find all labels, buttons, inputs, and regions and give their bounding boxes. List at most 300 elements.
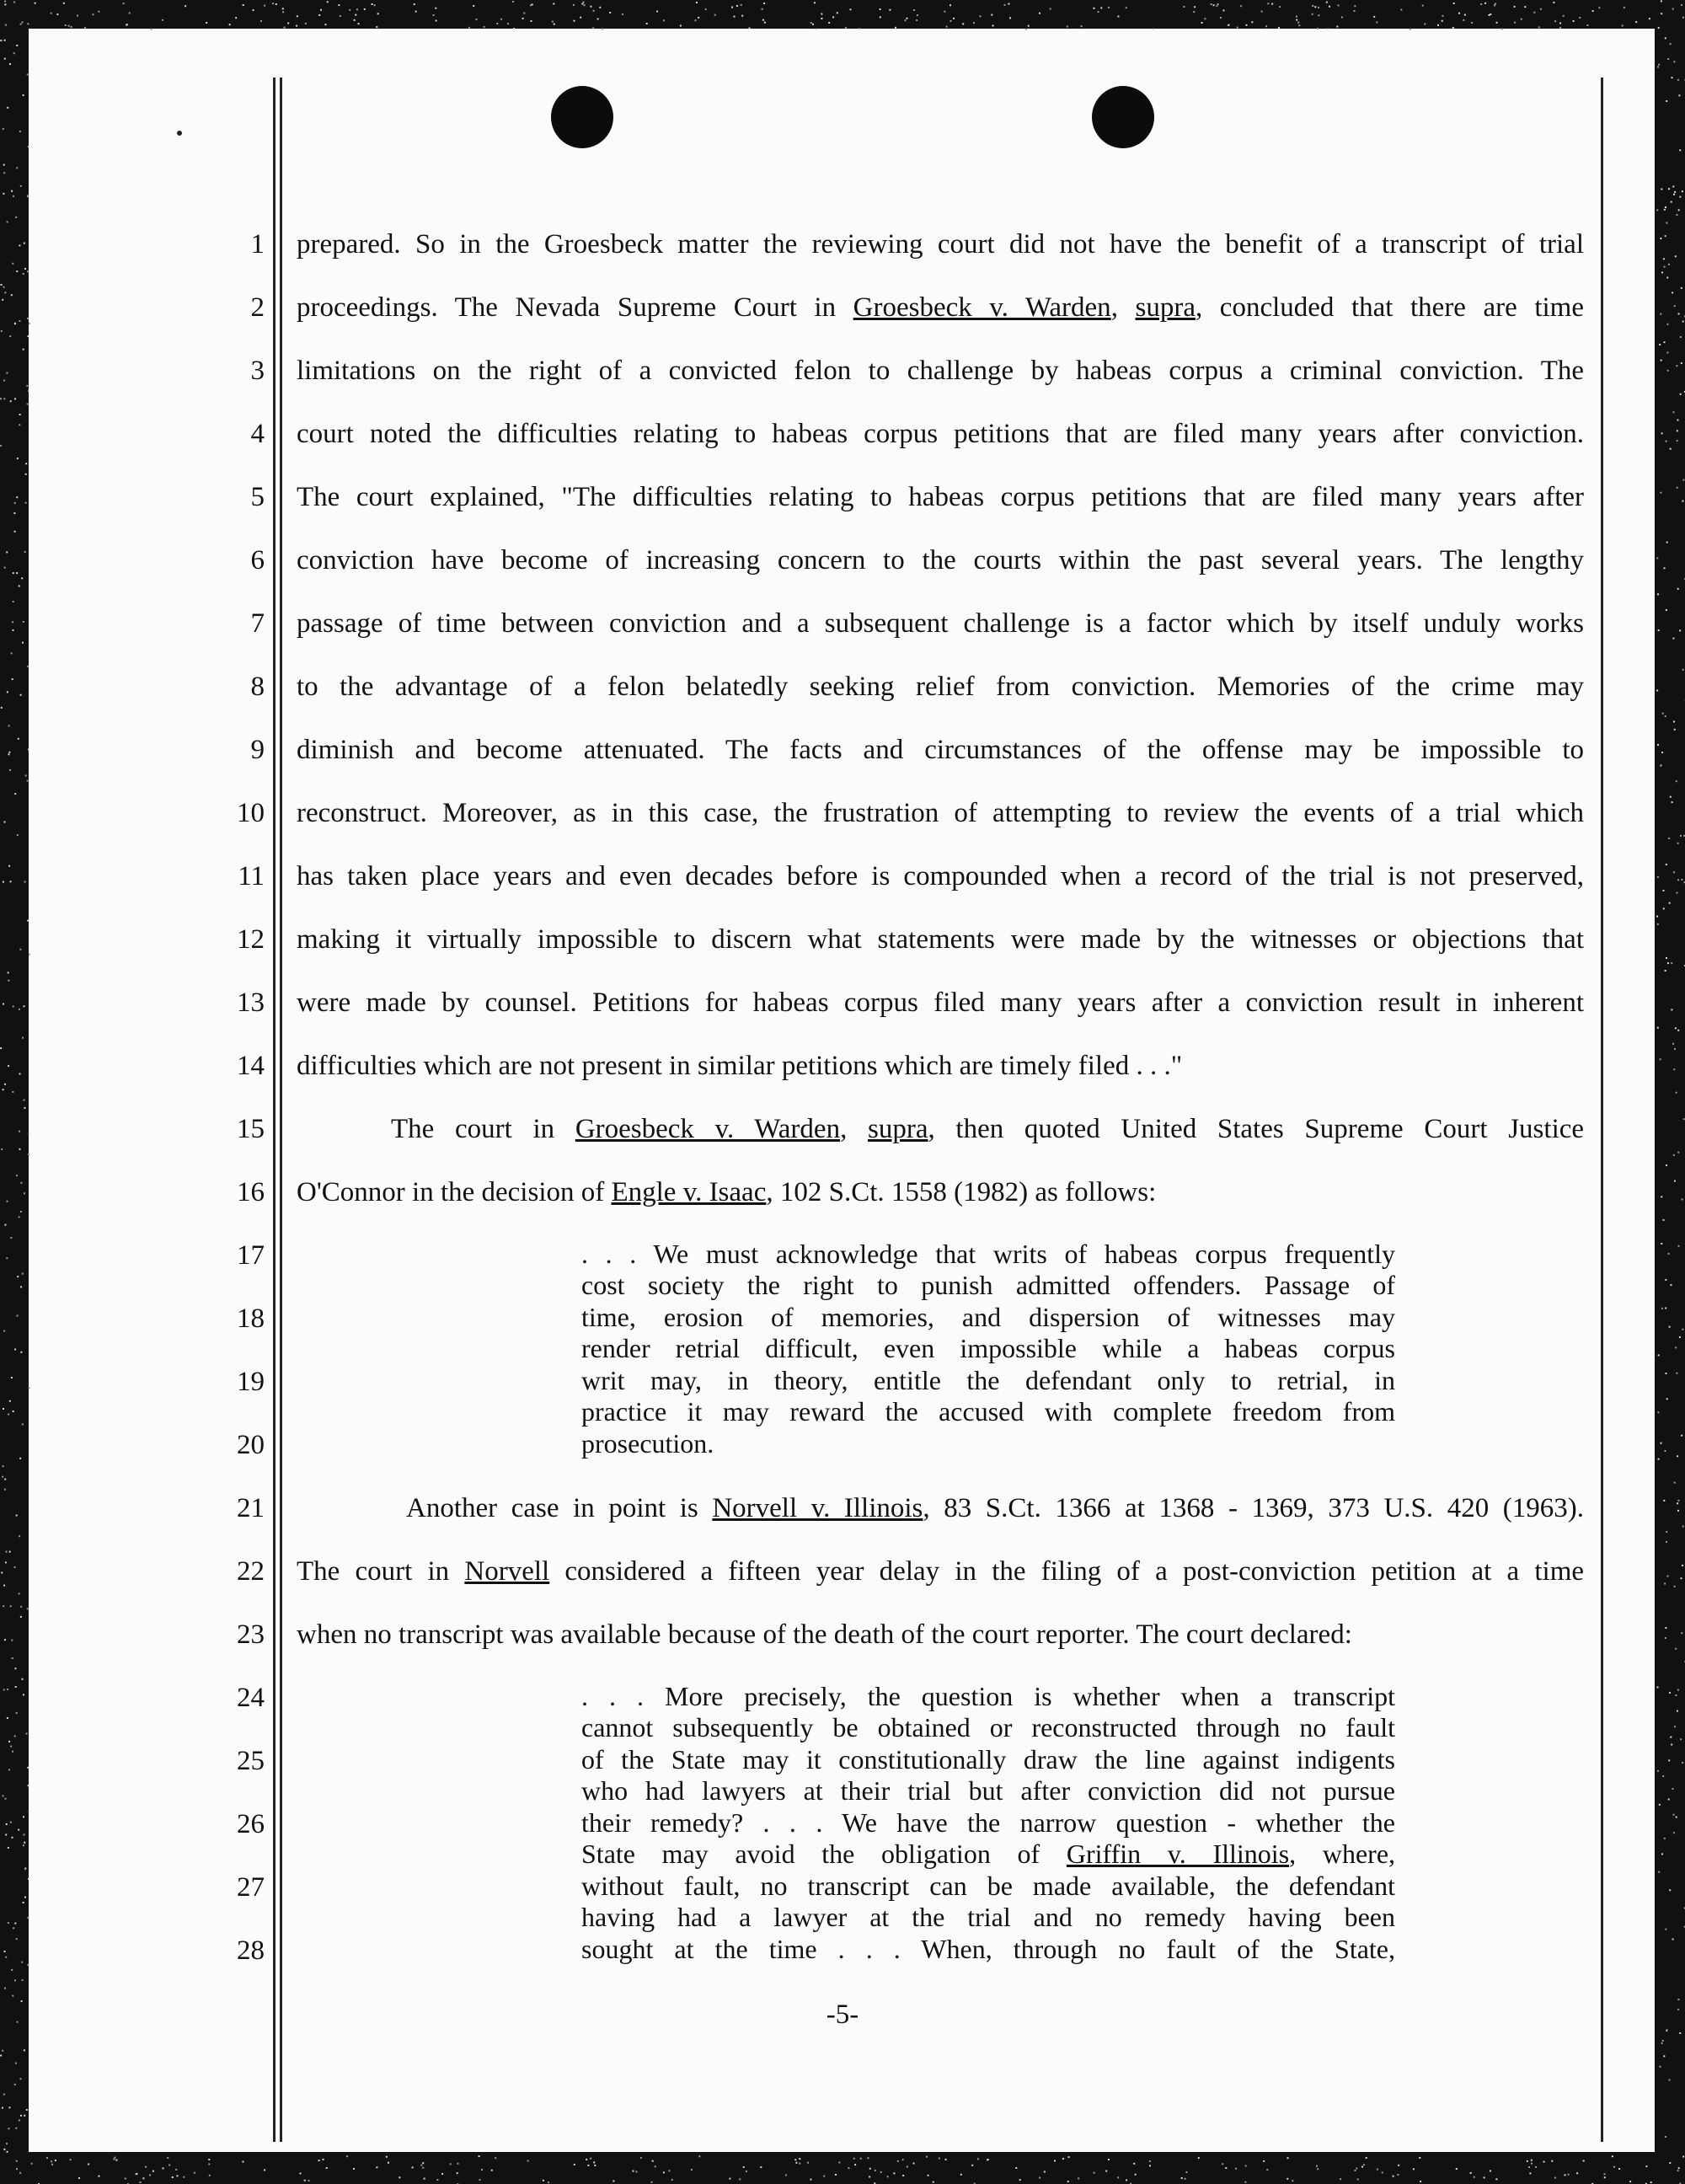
noise-speck (1674, 1180, 1676, 1182)
noise-speck (1004, 4, 1006, 6)
noise-speck (338, 4, 340, 6)
noise-speck (24, 2115, 25, 2117)
margin-rule-left-outer (273, 78, 275, 2142)
noise-speck (799, 2158, 800, 2160)
noise-speck (1674, 191, 1676, 193)
noise-speck (1673, 1068, 1675, 1070)
noise-speck (554, 24, 555, 25)
noise-speck (1424, 24, 1426, 25)
quote-line: without fault, no transcript can be made available, the defendant (581, 1871, 1395, 1901)
noise-speck (1039, 2177, 1040, 2179)
noise-speck (10, 400, 12, 402)
noise-speck (300, 2173, 302, 2175)
text-line (297, 1175, 1584, 1209)
noise-speck (1664, 567, 1666, 569)
noise-speck (19, 131, 21, 132)
noise-speck (1677, 1510, 1679, 1512)
noise-speck (1658, 1354, 1660, 1356)
noise-speck (18, 738, 19, 740)
noise-speck (136, 2173, 137, 2175)
noise-speck (20, 1606, 22, 1608)
noise-speck (8, 1414, 9, 1416)
noise-speck (1657, 876, 1659, 878)
noise-speck (1661, 1443, 1662, 1444)
noise-speck (19, 1009, 20, 1010)
noise-speck (1663, 2055, 1665, 2057)
noise-speck (1664, 209, 1666, 211)
noise-speck (973, 22, 975, 24)
noise-speck (1287, 2157, 1289, 2159)
noise-speck (1671, 1009, 1672, 1010)
noise-speck (574, 2164, 575, 2165)
noise-speck (1554, 20, 1556, 22)
noise-speck (14, 1979, 16, 1981)
noise-speck (1665, 1627, 1666, 1629)
noise-speck (1186, 2171, 1188, 2173)
noise-speck (1453, 3, 1455, 4)
noise-speck (1217, 3, 1219, 5)
noise-speck (484, 26, 485, 28)
line-number: 3 (250, 356, 265, 386)
noise-speck (1181, 2177, 1183, 2179)
line-number: 17 (237, 1240, 265, 1271)
noise-speck (5, 1561, 7, 1563)
noise-speck (1668, 264, 1670, 265)
noise-speck (1484, 3, 1486, 4)
noise-speck (1677, 843, 1679, 844)
noise-speck (142, 2177, 144, 2179)
noise-speck (4, 1224, 6, 1226)
noise-speck (1672, 185, 1674, 187)
noise-speck (1670, 448, 1672, 450)
noise-speck (1094, 8, 1095, 9)
noise-speck (376, 26, 377, 28)
noise-speck (838, 2162, 840, 2164)
noise-speck (1223, 9, 1225, 11)
noise-speck (8, 1741, 10, 1742)
noise-speck (695, 19, 697, 21)
noise-speck (1670, 43, 1672, 45)
noise-speck (1677, 1999, 1679, 2000)
noise-speck (22, 1037, 24, 1039)
noise-speck (1682, 500, 1683, 502)
noise-speck (243, 4, 244, 6)
noise-speck (916, 19, 917, 21)
noise-speck (889, 9, 891, 11)
noise-speck (1496, 22, 1498, 24)
noise-speck (68, 25, 70, 27)
noise-speck (743, 2166, 745, 2168)
noise-speck (500, 19, 502, 20)
noise-speck (1677, 79, 1679, 81)
noise-speck (705, 8, 707, 10)
noise-speck (1682, 321, 1684, 323)
noise-speck (16, 1938, 18, 1940)
noise-speck (19, 414, 21, 415)
noise-speck (8, 1769, 10, 1770)
noise-speck (0, 40, 2, 41)
noise-speck (1015, 2167, 1017, 2169)
noise-speck (14, 1349, 16, 1351)
case-citation: Engle v. Isaac (611, 1177, 767, 1207)
noise-speck (304, 2180, 306, 2181)
noise-speck (1265, 25, 1267, 27)
noise-speck (1665, 2136, 1666, 2138)
noise-speck (4, 292, 6, 293)
noise-speck (20, 2115, 22, 2117)
noise-speck (853, 2158, 855, 2160)
noise-speck (3, 1330, 5, 1332)
noise-speck (698, 17, 699, 19)
noise-speck (1671, 962, 1672, 964)
text-line: conviction have become of increasing concern to the courts within the past several years. The lengthy (297, 545, 1584, 575)
noise-speck (1635, 21, 1637, 23)
noise-speck (1244, 2181, 1246, 2183)
noise-speck (1068, 2156, 1070, 2158)
line-number: 15 (237, 1114, 265, 1144)
quote-line: . . . We must acknowledge that writs of habeas corpus frequently (581, 1239, 1395, 1269)
noise-speck (15, 1686, 17, 1688)
noise-speck (543, 2180, 544, 2181)
noise-speck (1661, 2042, 1663, 2044)
punch-hole-right (1092, 86, 1154, 148)
noise-speck (479, 2179, 481, 2181)
noise-speck (868, 2157, 869, 2159)
noise-speck (6, 1257, 8, 1259)
noise-speck (1682, 2156, 1684, 2158)
text-line: to the advantage of a felon belatedly seeking relief from conviction. Memories of the crime may (297, 672, 1584, 702)
margin-rule-left-inner (280, 78, 282, 2142)
noise-speck (13, 1927, 14, 1929)
noise-speck (1676, 1817, 1677, 1818)
noise-speck (25, 463, 27, 464)
noise-speck (21, 577, 23, 579)
noise-speck (1338, 4, 1340, 6)
noise-speck (902, 2175, 904, 2176)
noise-speck (1666, 1373, 1667, 1374)
noise-speck (20, 1286, 22, 1287)
noise-speck (1662, 1775, 1664, 1777)
noise-speck (848, 2167, 849, 2169)
noise-speck (1677, 2009, 1679, 2010)
noise-speck (23, 1902, 24, 1903)
noise-speck (1668, 1253, 1670, 1255)
text-segment: , where, (1289, 1839, 1396, 1869)
noise-speck (1666, 1541, 1667, 1543)
noise-speck (794, 2159, 796, 2160)
noise-speck (1354, 2170, 1356, 2171)
noise-speck (55, 2160, 56, 2161)
noise-speck (1657, 923, 1659, 925)
noise-speck (24, 1100, 25, 1101)
noise-speck (1612, 2155, 1613, 2157)
noise-speck (1521, 19, 1522, 20)
noise-speck (651, 2181, 653, 2183)
noise-speck (13, 572, 14, 574)
noise-speck (1354, 10, 1356, 12)
noise-speck (1657, 1687, 1659, 1689)
text-segment: O'Connor in the decision of (297, 1177, 612, 1207)
noise-speck (14, 323, 16, 324)
noise-speck (1662, 2040, 1664, 2042)
noise-speck (1553, 2, 1554, 3)
noise-speck (1665, 1450, 1666, 1452)
noise-speck (1592, 10, 1594, 12)
noise-speck (19, 424, 20, 426)
noise-speck (2, 299, 3, 301)
noise-speck (580, 17, 581, 19)
noise-speck (593, 10, 595, 12)
noise-speck (16, 1712, 18, 1714)
noise-speck (14, 323, 16, 324)
noise-speck (12, 1657, 13, 1659)
noise-speck (1663, 258, 1665, 260)
noise-speck (1675, 1648, 1677, 1650)
noise-speck (31, 2163, 33, 2165)
quote-line: . . . More precisely, the question is whether when a transcript (581, 1681, 1395, 1711)
noise-speck (386, 2156, 388, 2158)
noise-speck (8, 1922, 9, 1924)
noise-speck (24, 1833, 25, 1835)
noise-speck (1682, 1329, 1683, 1330)
noise-speck (1622, 25, 1623, 27)
noise-speck (1668, 188, 1670, 190)
noise-speck (22, 1979, 24, 1981)
noise-speck (123, 3, 125, 4)
noise-speck (3, 1004, 4, 1005)
noise-speck (3, 1605, 4, 1607)
noise-speck (1540, 8, 1542, 10)
noise-speck (0, 398, 2, 399)
noise-speck (1326, 2, 1328, 3)
noise-speck (1246, 24, 1248, 26)
noise-speck (1677, 1030, 1679, 1031)
noise-speck (1666, 222, 1667, 224)
noise-speck (980, 15, 982, 17)
noise-speck (17, 1315, 19, 1317)
noise-speck (22, 1678, 24, 1680)
noise-speck (1677, 2170, 1679, 2171)
noise-speck (1682, 190, 1683, 192)
noise-speck (1681, 1577, 1682, 1579)
noise-speck (12, 1091, 13, 1093)
noise-speck (1329, 6, 1330, 8)
noise-speck (1673, 721, 1675, 723)
noise-speck (3, 1689, 5, 1690)
noise-speck (1312, 5, 1313, 7)
noise-speck (691, 2169, 693, 2171)
noise-speck (1117, 2176, 1119, 2178)
noise-speck (1039, 13, 1040, 14)
noise-speck (14, 502, 16, 504)
line-number: 19 (237, 1367, 265, 1397)
noise-speck (7, 107, 8, 109)
noise-speck (1133, 2163, 1135, 2165)
text-line (297, 291, 1584, 324)
noise-speck (1604, 2176, 1606, 2178)
noise-speck (1674, 729, 1676, 731)
noise-speck (1623, 7, 1625, 8)
noise-speck (14, 1736, 16, 1737)
noise-speck (1665, 37, 1666, 39)
noise-speck (1437, 24, 1439, 26)
noise-speck (587, 2165, 589, 2166)
noise-speck (1666, 100, 1667, 102)
noise-speck (869, 2168, 871, 2170)
noise-speck (19, 244, 20, 246)
noise-speck (1666, 1531, 1667, 1533)
noise-speck (1228, 24, 1229, 26)
noise-speck (987, 2160, 988, 2161)
noise-speck (422, 2167, 424, 2169)
noise-speck (1667, 58, 1669, 60)
noise-speck (320, 9, 322, 11)
noise-speck (113, 2159, 115, 2160)
noise-speck (928, 2175, 929, 2176)
noise-speck (1573, 20, 1575, 22)
noise-speck (1108, 2159, 1110, 2160)
noise-speck (1682, 17, 1684, 19)
noise-speck (4, 1988, 6, 1989)
noise-speck (799, 2163, 800, 2165)
noise-speck (20, 1352, 22, 1353)
noise-speck (4, 1951, 6, 1952)
noise-speck (8, 980, 9, 982)
page-number: -5- (826, 1999, 859, 2030)
noise-speck (1078, 2177, 1079, 2179)
noise-speck (17, 2021, 19, 2023)
noise-speck (377, 13, 379, 14)
noise-speck (19, 320, 20, 322)
noise-speck (325, 24, 327, 25)
noise-speck (897, 2160, 899, 2162)
noise-speck (19, 1073, 21, 1075)
quote-line: who had lawyers at their trial but after conviction did not pursue (581, 1775, 1395, 1806)
noise-speck (1667, 370, 1669, 372)
noise-speck (860, 2158, 862, 2160)
noise-speck (599, 7, 601, 8)
noise-speck (88, 2164, 89, 2165)
noise-speck (23, 1816, 24, 1817)
noise-speck (1225, 2167, 1227, 2169)
noise-speck (1682, 669, 1684, 671)
noise-speck (1661, 189, 1662, 190)
noise-speck (746, 2171, 747, 2172)
noise-speck (939, 2158, 940, 2160)
noise-speck (962, 23, 964, 24)
noise-speck (1662, 713, 1664, 715)
noise-speck (1535, 2166, 1537, 2168)
noise-speck (19, 1216, 20, 1218)
noise-speck (305, 23, 307, 24)
noise-speck (1682, 1762, 1683, 1764)
noise-speck (355, 14, 356, 16)
noise-speck (1314, 6, 1316, 8)
noise-speck (11, 1640, 13, 1641)
noise-speck (1680, 835, 1682, 837)
noise-speck (4, 1489, 6, 1491)
line-number: 20 (237, 1430, 265, 1460)
noise-speck (945, 2159, 947, 2160)
noise-speck (206, 22, 207, 24)
noise-speck (1661, 1196, 1662, 1197)
noise-speck (1666, 277, 1668, 279)
noise-speck (424, 2178, 425, 2180)
line-number: 25 (237, 1746, 265, 1776)
noise-speck (1657, 593, 1659, 595)
noise-speck (1675, 1027, 1677, 1029)
noise-speck (457, 2163, 459, 2165)
noise-speck (1245, 2165, 1247, 2167)
noise-speck (1679, 196, 1681, 198)
noise-speck (327, 1, 329, 3)
noise-speck (9, 1551, 11, 1553)
noise-speck (1677, 1502, 1678, 1504)
noise-speck (51, 2164, 53, 2165)
noise-speck (23, 1844, 24, 1846)
noise-speck (163, 2167, 164, 2169)
noise-speck (663, 19, 665, 21)
noise-speck (8, 725, 10, 726)
noise-speck (1664, 1838, 1666, 1839)
noise-speck (1081, 25, 1083, 27)
line-number: 8 (250, 672, 265, 702)
noise-speck (24, 1005, 25, 1007)
noise-speck (19, 1535, 20, 1537)
noise-speck (1666, 351, 1668, 353)
noise-speck (1183, 6, 1185, 8)
noise-speck (1356, 2168, 1357, 2170)
noise-speck (807, 2162, 809, 2164)
noise-speck (1397, 2174, 1399, 2176)
quote-line: having had a lawyer at the trial and no remedy having been (581, 1902, 1395, 1932)
noise-speck (832, 16, 834, 18)
noise-speck (24, 1192, 25, 1194)
line-number: 2 (250, 292, 265, 323)
text-line: court noted the difficulties relating to habeas corpus petitions that are filed many years after conviction. (297, 419, 1584, 449)
noise-speck (9, 2106, 11, 2108)
noise-speck (762, 19, 764, 21)
noise-speck (1681, 1435, 1682, 1437)
noise-speck (13, 629, 14, 631)
noise-speck (5, 1798, 7, 1800)
noise-speck (168, 2165, 170, 2166)
noise-speck (16, 572, 18, 574)
noise-speck (16, 2168, 18, 2170)
noise-speck (1108, 7, 1110, 8)
noise-speck (1678, 209, 1680, 211)
noise-speck (1672, 638, 1674, 640)
noise-speck (1317, 2168, 1319, 2170)
noise-speck (655, 2165, 656, 2167)
noise-speck (1583, 2160, 1585, 2162)
noise-speck (1613, 2166, 1615, 2168)
noise-speck (584, 4, 586, 6)
noise-speck (7, 691, 8, 693)
noise-speck (26, 2109, 28, 2111)
noise-speck (1658, 1459, 1660, 1460)
noise-speck (1661, 1853, 1663, 1855)
noise-speck (1629, 2181, 1631, 2182)
noise-speck (65, 24, 67, 26)
noise-speck (1456, 2168, 1458, 2170)
quote-line: practice it may reward the accused with complete freedom from (581, 1396, 1395, 1427)
noise-speck (19, 1592, 20, 1594)
noise-speck (98, 11, 99, 13)
noise-speck (71, 26, 72, 28)
noise-speck (17, 834, 19, 836)
noise-speck (8, 1065, 9, 1067)
